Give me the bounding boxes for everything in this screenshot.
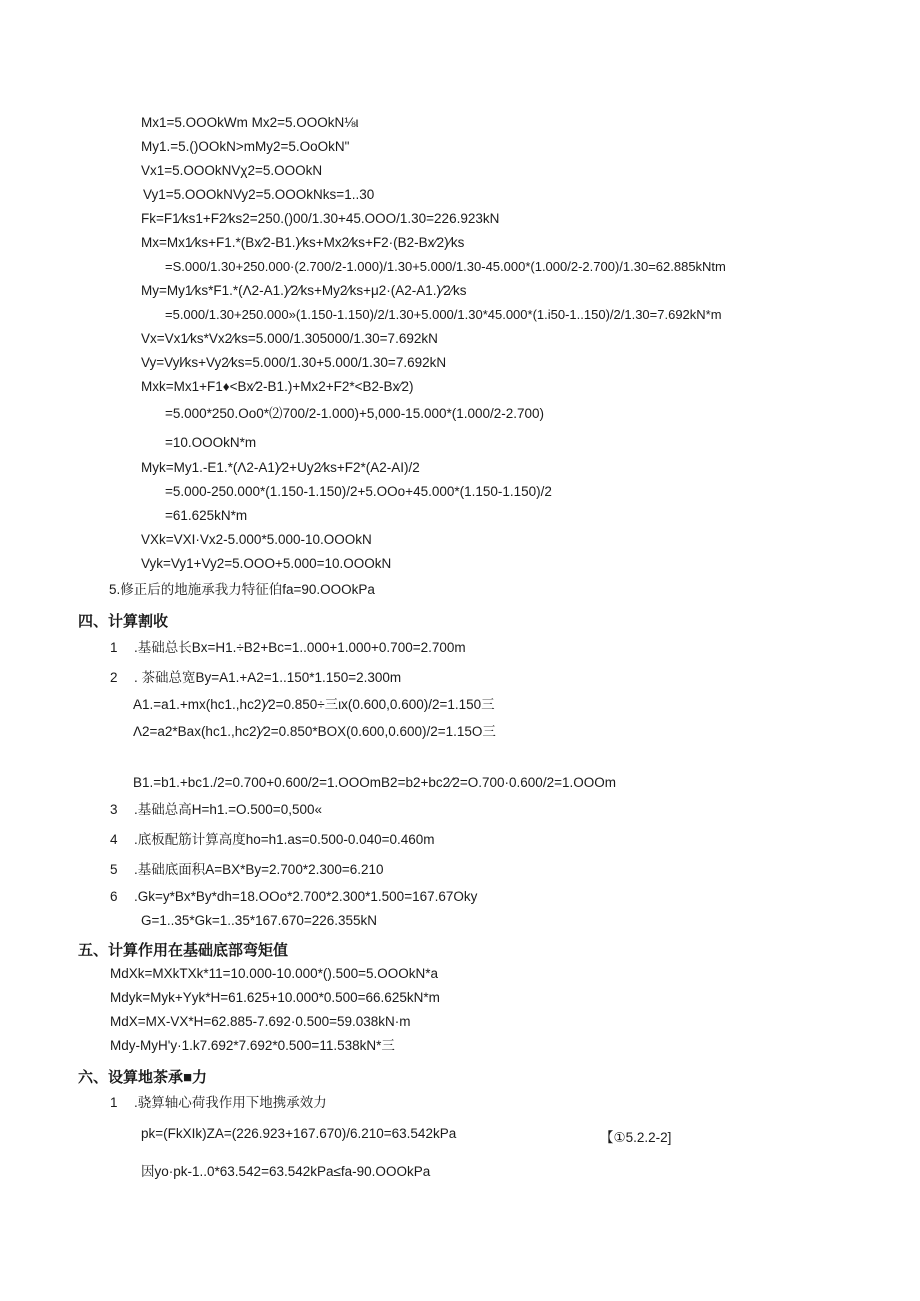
formula-line: =10.OOOkN*m [165,435,257,450]
formula-line: My1.=5.()OOkN>mMy2=5.OoOkN" [141,139,350,154]
formula-line: Vx1=5.OOOkNVχ2=5.OOOkN [141,163,323,178]
formula-line: MdXk=MXkTXk*11=10.000-10.000*().500=5.OOOkN*a [110,966,439,981]
list-text: . 茶础总宽By=A1.+A2=1..150*1.150=2.300m [134,670,402,685]
formula-line: Λ2=a2*Bax(hc1.,hc2)⁄2=0.850*BOX(0.600,0.600)/2=1.15O三 [133,724,496,739]
list-item [110,889,477,905]
formula-line: =S.000/1.30+250.000·(2.700/2-1.000)/1.30+5.000/1.30-45.000*(1.000/2-2.700)/1.30=62.885kNtm [165,259,726,274]
list-text: .基础总高H=h1.=O.500=0,500« [134,802,322,817]
list-number: 6 [110,889,118,904]
formula-line: Mx=Mx1⁄ks+F1.*(Bx⁄2-B1.)⁄ks+Mx2⁄ks+F2·(B2-Bx⁄2)⁄ks [141,235,465,250]
formula-line: VXk=VXI·Vx2-5.000*5.000-10.OOOkN [141,532,372,547]
section-heading-5: 五、计算作用在基础底部弯矩值 [78,942,289,959]
list-text: .骁算轴心荷我作用下地携承效力 [134,1095,327,1110]
formula-line: pk=(FkXIk)ZA=(226.923+167.670)/6.210=63.542kPa [141,1126,457,1141]
bearing-capacity-line: 5.修正后的地施承我力特征伯fa=90.OOOkPa [109,582,375,597]
list-number: 4 [110,832,118,847]
formula-line: Mxk=Mx1+F1♦<Bx⁄2-B1.)+Mx2+F2*<B2-Bx⁄2) [141,379,414,394]
formula-line: Vx=Vx1⁄ks*Vx2⁄ks=5.000/1.305000/1.30=7.692kN [141,331,438,346]
formula-line: 因yo·pk-1..0*63.542=63.542kPa≤fa-90.OOOkPa [141,1164,431,1179]
formula-line: =5.000-250.000*(1.150-1.150)/2+5.OOo+45.000*(1.150-1.150)/2 [165,484,552,499]
section-heading-4: 四、计算割收 [78,613,169,630]
formula-line: Mdyk=Myk+Yyk*H=61.625+10.000*0.500=66.625kN*m [110,990,440,1005]
list-text: .基础总长Bx=H1.÷B2+Bc=1..000+1.000+0.700=2.700m [134,640,466,655]
formula-line: Mdy-MyH'y·1.k7.692*7.692*0.500=11.538kN*三 [110,1038,395,1053]
list-number: 5 [110,862,118,877]
section-heading-6: 六、设算地茶承■力 [78,1069,208,1086]
formula-line: Fk=F1⁄ks1+F2⁄ks2=250.()00/1.30+45.OOO/1.30=226.923kN [141,211,500,226]
formula-line: B1.=b1.+bc1./2=0.700+0.600/2=1.OOOmB2=b2+bc2⁄2=O.700·0.600/2=1.OOOm [133,775,616,790]
formula-line: MdX=MX-VX*H=62.885-7.692·0.500=59.038kN·m [110,1014,411,1029]
formula-line: A1.=a1.+mx(hc1.,hc2)⁄2=0.850÷三ιx(0.600,0.600)/2=1.150三 [133,697,495,712]
formula-line: Vy=Vyl⁄ks+Vy2⁄ks=5.000/1.30+5.000/1.30=7.692kN [141,355,447,370]
list-text: .底板配筋计算高度ho=h1.as=0.500-0.040=0.460m [134,832,435,847]
formula-line: My=My1⁄ks*F1.*(Λ2-A1.)⁄2⁄ks+My2⁄ks+μ2·(A2-A1.)⁄2⁄ks [141,283,467,298]
code-reference: 【①5.2.2-2] [600,1130,672,1145]
formula-line: G=1..35*Gk=1..35*167.670=226.355kN [141,913,378,928]
list-item [110,1095,327,1111]
formula-line: =61.625kN*m [165,508,248,523]
list-text: .Gk=y*Bx*By*dh=18.OOo*2.700*2.300*1.500=167.67Oky [134,889,478,904]
list-number: 2 [110,670,118,685]
formula-line: Myk=My1.-E1.*(Λ2-A1)⁄2+Uy2⁄ks+F2*(A2-AI)/2 [141,460,420,475]
list-text: .基础底面积A=BX*By=2.700*2.300=6.210 [134,862,384,877]
formula-line: Mx1=5.OOOkWm Mx2=5.OOOkN⅛ι [141,115,359,130]
list-item [110,640,466,656]
list-item [110,670,401,686]
formula-line: Vyk=Vy1+Vy2=5.OOO+5.000=10.OOOkN [141,556,392,571]
list-number: 3 [110,802,118,817]
list-item [110,802,322,818]
list-number: 1 [110,1095,118,1110]
formula-line: Vy1=5.OOOkNVy2=5.OOOkNks=1..30 [143,187,375,202]
formula-line: =5.000/1.30+250.000»(1.150-1.150)/2/1.30+5.000/1.30*45.000*(1.i50-1..150)/2/1.30=7.692kN*m [165,307,722,322]
formula-line: =5.000*250.Oo0*⑵700/2-1.000)+5,000-15.000*(1.000/2-2.700) [165,406,545,421]
list-number: 1 [110,640,118,655]
list-item [110,832,435,848]
list-item [110,862,384,878]
